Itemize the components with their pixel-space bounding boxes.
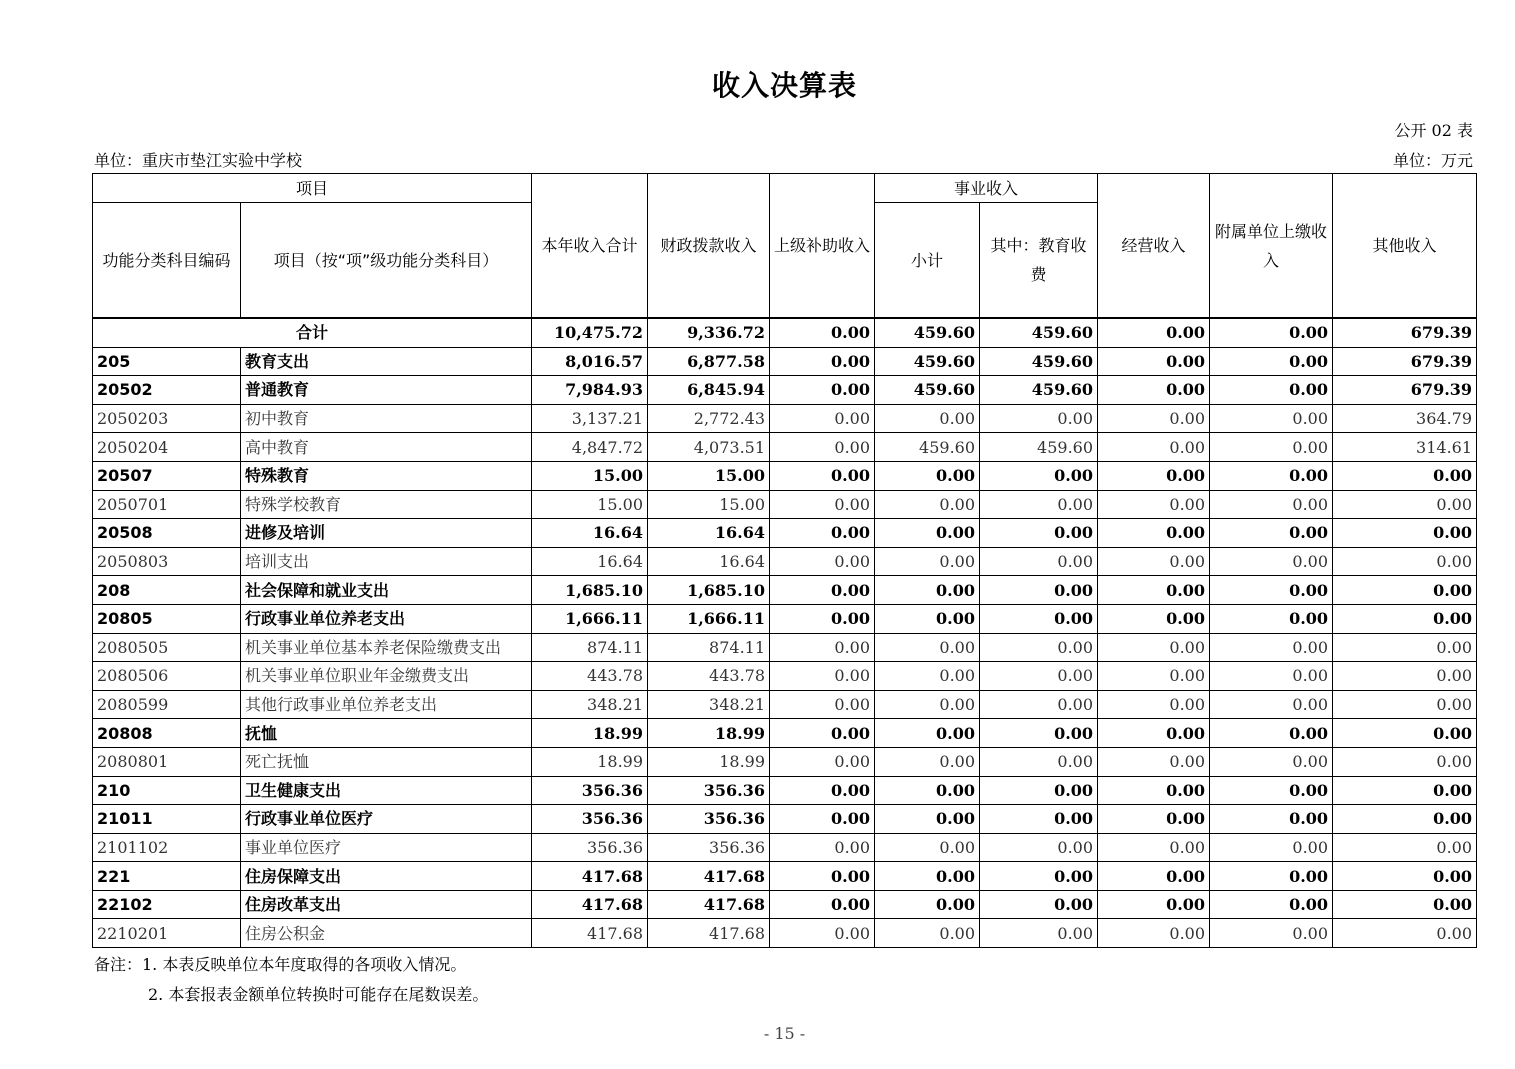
row-value: 0.00: [1098, 404, 1210, 433]
row-value: 0.00: [1333, 719, 1477, 748]
row-value: 0.00: [770, 633, 875, 662]
table-row: [93, 690, 1477, 719]
row-value: 0.00: [770, 833, 875, 862]
row-value: 356.36: [532, 776, 648, 805]
row-value: 443.78: [648, 662, 770, 691]
row-value: 0.00: [1098, 547, 1210, 576]
row-value: 0.00: [770, 519, 875, 548]
row-value: 0.00: [1333, 547, 1477, 576]
row-value: 0.00: [1098, 662, 1210, 691]
table-row: [93, 919, 1477, 948]
row-value: 0.00: [1210, 461, 1333, 490]
note-line-2: 2. 本套报表金额单位转换时可能存在尾数误差。: [148, 985, 489, 1004]
row-value: 0.00: [1210, 719, 1333, 748]
row-value: 0.00: [1333, 576, 1477, 605]
row-value: 0.00: [1098, 776, 1210, 805]
row-value: 4,073.51: [648, 433, 770, 462]
row-value: 0.00: [875, 919, 980, 948]
row-value: 15.00: [648, 490, 770, 519]
row-name: 抚恤: [241, 719, 532, 748]
row-name: 住房公积金: [241, 919, 532, 948]
row-value: 0.00: [1098, 576, 1210, 605]
row-name: 机关事业单位基本养老保险缴费支出: [241, 633, 532, 662]
row-value: 459.60: [875, 347, 980, 376]
table-row: [93, 719, 1477, 748]
row-value: 0.00: [770, 347, 875, 376]
header-project: 项目: [93, 174, 532, 203]
row-value: 2,772.43: [648, 404, 770, 433]
row-value: 0.00: [980, 747, 1098, 776]
row-value: 459.60: [980, 433, 1098, 462]
row-value: 0.00: [1098, 862, 1210, 891]
row-value: 0.00: [1098, 461, 1210, 490]
table-body: [93, 318, 1477, 948]
row-name: 事业单位医疗: [241, 833, 532, 862]
row-value: 0.00: [1098, 805, 1210, 834]
row-name: 培训支出: [241, 547, 532, 576]
row-name: 行政事业单位养老支出: [241, 604, 532, 633]
row-value: 8,016.57: [532, 347, 648, 376]
row-value: 0.00: [770, 690, 875, 719]
total-row: [93, 318, 1477, 347]
table-row: [93, 433, 1477, 462]
row-value: 874.11: [532, 633, 648, 662]
row-value: 6,877.58: [648, 347, 770, 376]
row-value: 0.00: [1210, 890, 1333, 919]
row-value: 0.00: [1333, 490, 1477, 519]
header-operating: 经营收入: [1098, 174, 1210, 319]
row-value: 417.68: [532, 862, 648, 891]
row-name: 住房改革支出: [241, 890, 532, 919]
row-value: 0.00: [1210, 604, 1333, 633]
row-value: 0.00: [875, 519, 980, 548]
total-cell: 679.39: [1333, 318, 1477, 347]
row-value: 0.00: [1210, 404, 1333, 433]
header-business-income: 事业收入: [875, 174, 1098, 203]
row-value: 0.00: [980, 919, 1098, 948]
row-value: 0.00: [875, 404, 980, 433]
row-value: 0.00: [1098, 719, 1210, 748]
row-value: 0.00: [980, 604, 1098, 633]
row-name: 教育支出: [241, 347, 532, 376]
row-code: 2080599: [93, 690, 241, 719]
row-code: 20805: [93, 604, 241, 633]
row-value: 0.00: [1333, 604, 1477, 633]
row-value: 0.00: [1098, 833, 1210, 862]
row-value: 0.00: [980, 833, 1098, 862]
header-total-income: 本年收入合计: [532, 174, 648, 319]
row-value: 0.00: [875, 604, 980, 633]
row-value: 0.00: [980, 519, 1098, 548]
total-cell: 10,475.72: [532, 318, 648, 347]
row-value: 0.00: [1333, 461, 1477, 490]
notes: [94, 950, 488, 1010]
row-code: 20808: [93, 719, 241, 748]
total-cell: 459.60: [980, 318, 1098, 347]
page-title: 收入决算表: [711, 69, 857, 102]
row-value: 0.00: [980, 461, 1098, 490]
row-code: 205: [93, 347, 241, 376]
row-value: 0.00: [875, 490, 980, 519]
row-value: 0.00: [770, 547, 875, 576]
row-value: 348.21: [532, 690, 648, 719]
row-value: 0.00: [1333, 519, 1477, 548]
row-value: 0.00: [1333, 747, 1477, 776]
table-row: [93, 604, 1477, 633]
row-value: 314.61: [1333, 433, 1477, 462]
row-value: 0.00: [770, 404, 875, 433]
row-code: 2080506: [93, 662, 241, 691]
row-value: 0.00: [875, 719, 980, 748]
row-value: 0.00: [770, 490, 875, 519]
row-name: 普通教育: [241, 376, 532, 405]
row-value: 0.00: [770, 862, 875, 891]
row-value: 459.60: [875, 376, 980, 405]
row-value: 18.99: [648, 719, 770, 748]
table-row: [93, 633, 1477, 662]
row-value: 15.00: [532, 490, 648, 519]
row-value: 356.36: [532, 833, 648, 862]
row-value: 0.00: [1210, 633, 1333, 662]
row-value: 0.00: [1210, 576, 1333, 605]
total-cell: 0.00: [770, 318, 875, 347]
row-value: 1,685.10: [532, 576, 648, 605]
row-value: 0.00: [1333, 890, 1477, 919]
note-line-1: 备注：1. 本表反映单位本年度取得的各项收入情况。: [94, 955, 467, 974]
row-value: 0.00: [1210, 547, 1333, 576]
header-code: 功能分类科目编码: [93, 203, 241, 319]
row-value: 0.00: [770, 719, 875, 748]
row-value: 0.00: [980, 490, 1098, 519]
row-value: 15.00: [532, 461, 648, 490]
table-row: [93, 461, 1477, 490]
table-row: [93, 404, 1477, 433]
table-row: [93, 805, 1477, 834]
reporting-unit: 单位：重庆市垫江实验中学校: [94, 151, 303, 170]
row-value: 0.00: [980, 690, 1098, 719]
row-value: 1,666.11: [532, 604, 648, 633]
row-name: 社会保障和就业支出: [241, 576, 532, 605]
row-value: 0.00: [770, 376, 875, 405]
row-code: 20508: [93, 519, 241, 548]
row-value: 459.60: [980, 347, 1098, 376]
row-code: 2080801: [93, 747, 241, 776]
row-value: 0.00: [980, 547, 1098, 576]
row-value: 0.00: [770, 604, 875, 633]
row-value: 0.00: [875, 461, 980, 490]
row-value: 0.00: [980, 719, 1098, 748]
row-value: 0.00: [770, 919, 875, 948]
row-value: 0.00: [1333, 805, 1477, 834]
currency-unit: 单位：万元: [1392, 151, 1473, 170]
header-superior: 上级补助收入: [770, 174, 875, 319]
table-row: [93, 519, 1477, 548]
row-code: 2080505: [93, 633, 241, 662]
row-value: 417.68: [532, 890, 648, 919]
table-row: [93, 376, 1477, 405]
row-code: 2050803: [93, 547, 241, 576]
row-code: 2050204: [93, 433, 241, 462]
row-code: 2210201: [93, 919, 241, 948]
table-row: [93, 547, 1477, 576]
row-code: 2050203: [93, 404, 241, 433]
row-value: 356.36: [648, 833, 770, 862]
row-value: 16.64: [532, 519, 648, 548]
row-value: 0.00: [1210, 776, 1333, 805]
row-value: 0.00: [1098, 604, 1210, 633]
row-value: 0.00: [1098, 747, 1210, 776]
row-code: 2050701: [93, 490, 241, 519]
row-value: 0.00: [875, 547, 980, 576]
row-value: 0.00: [1210, 490, 1333, 519]
row-value: 15.00: [648, 461, 770, 490]
row-name: 住房保障支出: [241, 862, 532, 891]
row-value: 0.00: [1210, 747, 1333, 776]
row-value: 417.68: [648, 890, 770, 919]
row-value: 0.00: [770, 433, 875, 462]
row-value: 0.00: [1098, 433, 1210, 462]
row-value: 874.11: [648, 633, 770, 662]
row-value: 16.64: [648, 519, 770, 548]
row-value: 348.21: [648, 690, 770, 719]
row-value: 0.00: [1210, 662, 1333, 691]
row-value: 0.00: [980, 576, 1098, 605]
row-value: 0.00: [875, 690, 980, 719]
row-value: 0.00: [1333, 862, 1477, 891]
row-value: 0.00: [1210, 833, 1333, 862]
row-value: 0.00: [1210, 347, 1333, 376]
table-row: [93, 576, 1477, 605]
row-value: 0.00: [770, 576, 875, 605]
table-row: [93, 862, 1477, 891]
row-value: 0.00: [1210, 805, 1333, 834]
row-value: 0.00: [1098, 519, 1210, 548]
header-subtotal: 小计: [875, 203, 980, 319]
row-value: 0.00: [1098, 633, 1210, 662]
row-value: 356.36: [648, 776, 770, 805]
row-code: 221: [93, 862, 241, 891]
row-value: 0.00: [1210, 376, 1333, 405]
row-name: 其他行政事业单位养老支出: [241, 690, 532, 719]
row-value: 0.00: [770, 805, 875, 834]
row-value: 0.00: [1333, 690, 1477, 719]
row-value: 0.00: [1333, 833, 1477, 862]
row-value: 0.00: [1098, 376, 1210, 405]
row-value: 18.99: [648, 747, 770, 776]
row-value: 0.00: [770, 890, 875, 919]
row-value: 417.68: [648, 862, 770, 891]
row-value: 0.00: [980, 662, 1098, 691]
row-value: 0.00: [875, 833, 980, 862]
row-value: 0.00: [770, 747, 875, 776]
row-value: 459.60: [980, 376, 1098, 405]
row-value: 0.00: [875, 747, 980, 776]
row-name: 卫生健康支出: [241, 776, 532, 805]
row-value: 0.00: [980, 890, 1098, 919]
row-value: 16.64: [648, 547, 770, 576]
total-label: 合计: [93, 318, 532, 347]
row-value: 0.00: [980, 633, 1098, 662]
table-row: [93, 776, 1477, 805]
row-value: 0.00: [1098, 919, 1210, 948]
row-value: 417.68: [648, 919, 770, 948]
row-value: 443.78: [532, 662, 648, 691]
row-value: 0.00: [875, 662, 980, 691]
row-name: 进修及培训: [241, 519, 532, 548]
row-code: 2101102: [93, 833, 241, 862]
row-name: 高中教育: [241, 433, 532, 462]
row-value: 4,847.72: [532, 433, 648, 462]
row-value: 6,845.94: [648, 376, 770, 405]
row-value: 16.64: [532, 547, 648, 576]
row-value: 0.00: [875, 776, 980, 805]
page-number: - 15 -: [763, 1024, 806, 1043]
row-name: 特殊教育: [241, 461, 532, 490]
table-row: [93, 833, 1477, 862]
row-name: 机关事业单位职业年金缴费支出: [241, 662, 532, 691]
row-value: 0.00: [770, 461, 875, 490]
row-value: 0.00: [1210, 690, 1333, 719]
row-value: 0.00: [770, 776, 875, 805]
row-value: 459.60: [875, 433, 980, 462]
row-code: 210: [93, 776, 241, 805]
row-value: 0.00: [1210, 919, 1333, 948]
row-value: 3,137.21: [532, 404, 648, 433]
row-value: 0.00: [875, 890, 980, 919]
row-value: 18.99: [532, 719, 648, 748]
row-value: 0.00: [1333, 662, 1477, 691]
row-value: 0.00: [980, 776, 1098, 805]
row-value: 0.00: [875, 576, 980, 605]
row-value: 417.68: [532, 919, 648, 948]
row-value: 0.00: [1210, 519, 1333, 548]
row-code: 20502: [93, 376, 241, 405]
row-value: 1,666.11: [648, 604, 770, 633]
row-code: 22102: [93, 890, 241, 919]
row-value: 18.99: [532, 747, 648, 776]
row-name: 死亡抚恤: [241, 747, 532, 776]
total-cell: 459.60: [875, 318, 980, 347]
row-value: 0.00: [1098, 347, 1210, 376]
table-row: [93, 890, 1477, 919]
row-value: 1,685.10: [648, 576, 770, 605]
row-name: 特殊学校教育: [241, 490, 532, 519]
row-value: 679.39: [1333, 347, 1477, 376]
row-code: 208: [93, 576, 241, 605]
row-value: 0.00: [875, 633, 980, 662]
income-statement-table: [92, 173, 1477, 948]
table-row: [93, 662, 1477, 691]
row-value: 0.00: [1098, 490, 1210, 519]
row-value: 0.00: [1210, 862, 1333, 891]
row-value: 7,984.93: [532, 376, 648, 405]
table-row: [93, 347, 1477, 376]
row-value: 0.00: [1098, 690, 1210, 719]
table-row: [93, 490, 1477, 519]
header-item-name: 项目（按“项”级功能分类科目）: [241, 203, 532, 319]
row-value: 0.00: [1333, 776, 1477, 805]
row-value: 0.00: [875, 862, 980, 891]
row-value: 0.00: [770, 662, 875, 691]
total-cell: 0.00: [1210, 318, 1333, 347]
row-value: 356.36: [532, 805, 648, 834]
header-fiscal: 财政拨款收入: [648, 174, 770, 319]
row-value: 679.39: [1333, 376, 1477, 405]
header-other: 其他收入: [1333, 174, 1477, 319]
header-education-fee: 其中：教育收费: [980, 203, 1098, 319]
form-number: 公开 02 表: [1394, 121, 1473, 140]
total-cell: 9,336.72: [648, 318, 770, 347]
row-value: 0.00: [1333, 919, 1477, 948]
table-row: [93, 747, 1477, 776]
row-value: 0.00: [980, 805, 1098, 834]
row-name: 行政事业单位医疗: [241, 805, 532, 834]
row-name: 初中教育: [241, 404, 532, 433]
header-affiliated: 附属单位上缴收入: [1210, 174, 1333, 319]
row-value: 0.00: [1333, 633, 1477, 662]
row-value: 0.00: [980, 862, 1098, 891]
row-value: 0.00: [1098, 890, 1210, 919]
row-value: 356.36: [648, 805, 770, 834]
total-cell: 0.00: [1098, 318, 1210, 347]
row-value: 0.00: [1210, 433, 1333, 462]
row-code: 20507: [93, 461, 241, 490]
row-value: 364.79: [1333, 404, 1477, 433]
row-value: 0.00: [875, 805, 980, 834]
row-value: 0.00: [980, 404, 1098, 433]
row-code: 21011: [93, 805, 241, 834]
